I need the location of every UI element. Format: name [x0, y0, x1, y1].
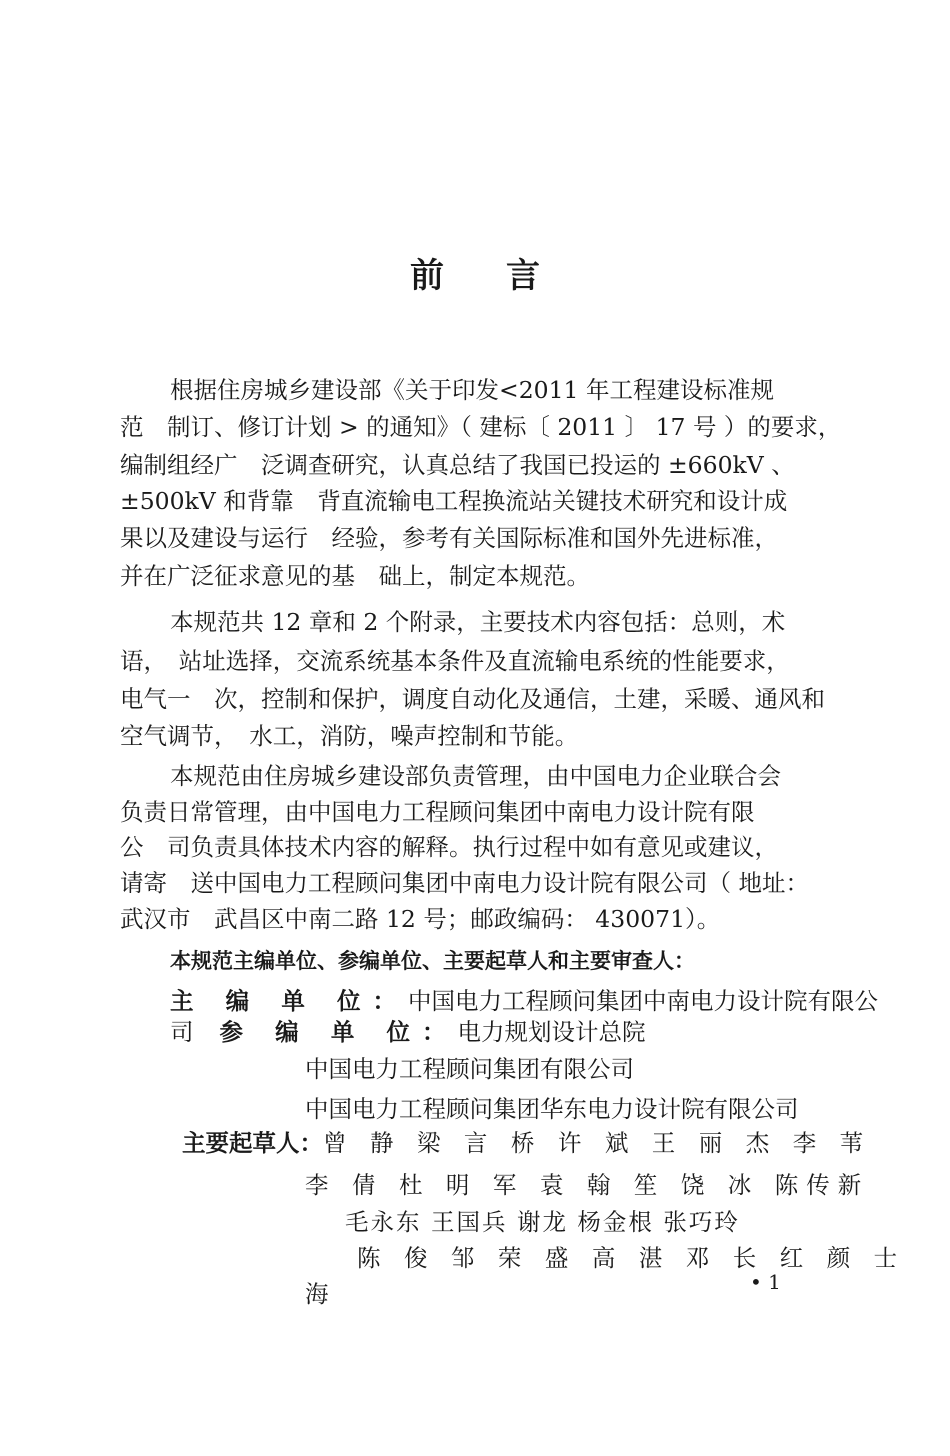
- drafters-names-5: 海: [305, 1280, 329, 1308]
- text-line: 语， 站址选择，交流系统基本条件及直流输电系统的性能要求，: [120, 647, 790, 675]
- text-line: 根据住房城乡建设部《关于印发<2011 年工程建设标准规: [170, 376, 774, 404]
- text-line: 请寄 送中国电力工程顾问集团中南电力设计院有限公司（ 地址：: [120, 869, 809, 897]
- text-line: 负责日常管理，由中国电力工程顾问集团中南电力设计院有限: [120, 798, 755, 826]
- drafters-names-2: 李 倩 杜 明 军 袁 翰 笙 饶 冰 陈传新: [305, 1171, 870, 1199]
- text-line: 并在广泛征求意见的基 础上，制定本规范。: [120, 562, 590, 590]
- text-line: 编制组经广 泛调查研究，认真总结了我国已投运的 ±660kV 、: [120, 451, 795, 479]
- text-line: 武汉市 武昌区中南二路 12 号；邮政编码： 430071）。: [120, 905, 721, 933]
- text-line: 范 制订、修订计划 > 的通知》（ 建标〔 2011 〕 17 号 ）的要求，: [120, 413, 842, 441]
- drafters-label: 主要起草人：: [182, 1129, 323, 1157]
- page-title: 前言: [410, 256, 602, 296]
- chief-editor-value-end: 司: [170, 1018, 194, 1046]
- chief-editor-value: 中国电力工程顾问集团中南电力设计院有限公: [408, 987, 879, 1015]
- section-heading: 本规范主编单位、参编单位、主要起草人和主要审查人：: [170, 949, 695, 973]
- text-line: 本规范由住房城乡建设部负责管理，由中国电力企业联合会: [170, 762, 781, 790]
- chief-editor-row: [170, 986, 878, 1016]
- drafters-names-3: 毛永东 王国兵 谢龙 杨金根 张巧玲: [345, 1208, 740, 1236]
- text-line: 空气调节， 水工，消防，噪声控制和节能。: [120, 722, 579, 750]
- text-line: 本规范共 12 章和 2 个附录，主要技术内容包括：总则，术: [170, 608, 786, 636]
- co-editor-label: 参 编 单 位：: [219, 1018, 458, 1046]
- drafters-names-1: 曾 静 梁 言 桥 许 斌 王 丽 杰 李 苇: [323, 1129, 872, 1157]
- co-editor-row: [170, 1017, 646, 1047]
- page-number: • 1: [750, 1270, 781, 1294]
- text-line: ±500kV 和背靠 背直流输电工程换流站关键技术研究和设计成: [120, 487, 788, 515]
- text-line: 公 司负责具体技术内容的解释。执行过程中如有意见或建议，: [120, 833, 778, 861]
- drafters-row: [182, 1128, 871, 1158]
- co-editor-3: 中国电力工程顾问集团华东电力设计院有限公司: [305, 1095, 799, 1123]
- drafters-names-4: 陈 俊 邹 荣 盛 高 湛 邓 长 红 颜 士: [357, 1244, 906, 1272]
- co-editor-1: 电力规划设计总院: [457, 1018, 646, 1046]
- text-line: 电气一 次，控制和保护，调度自动化及通信，土建，采暖、通风和: [120, 685, 825, 713]
- text-line: 果以及建设与运行 经验，参考有关国际标准和国外先进标准，: [120, 524, 778, 552]
- co-editor-2: 中国电力工程顾问集团有限公司: [305, 1055, 634, 1083]
- chief-editor-label: 主 编 单 位：: [170, 987, 409, 1015]
